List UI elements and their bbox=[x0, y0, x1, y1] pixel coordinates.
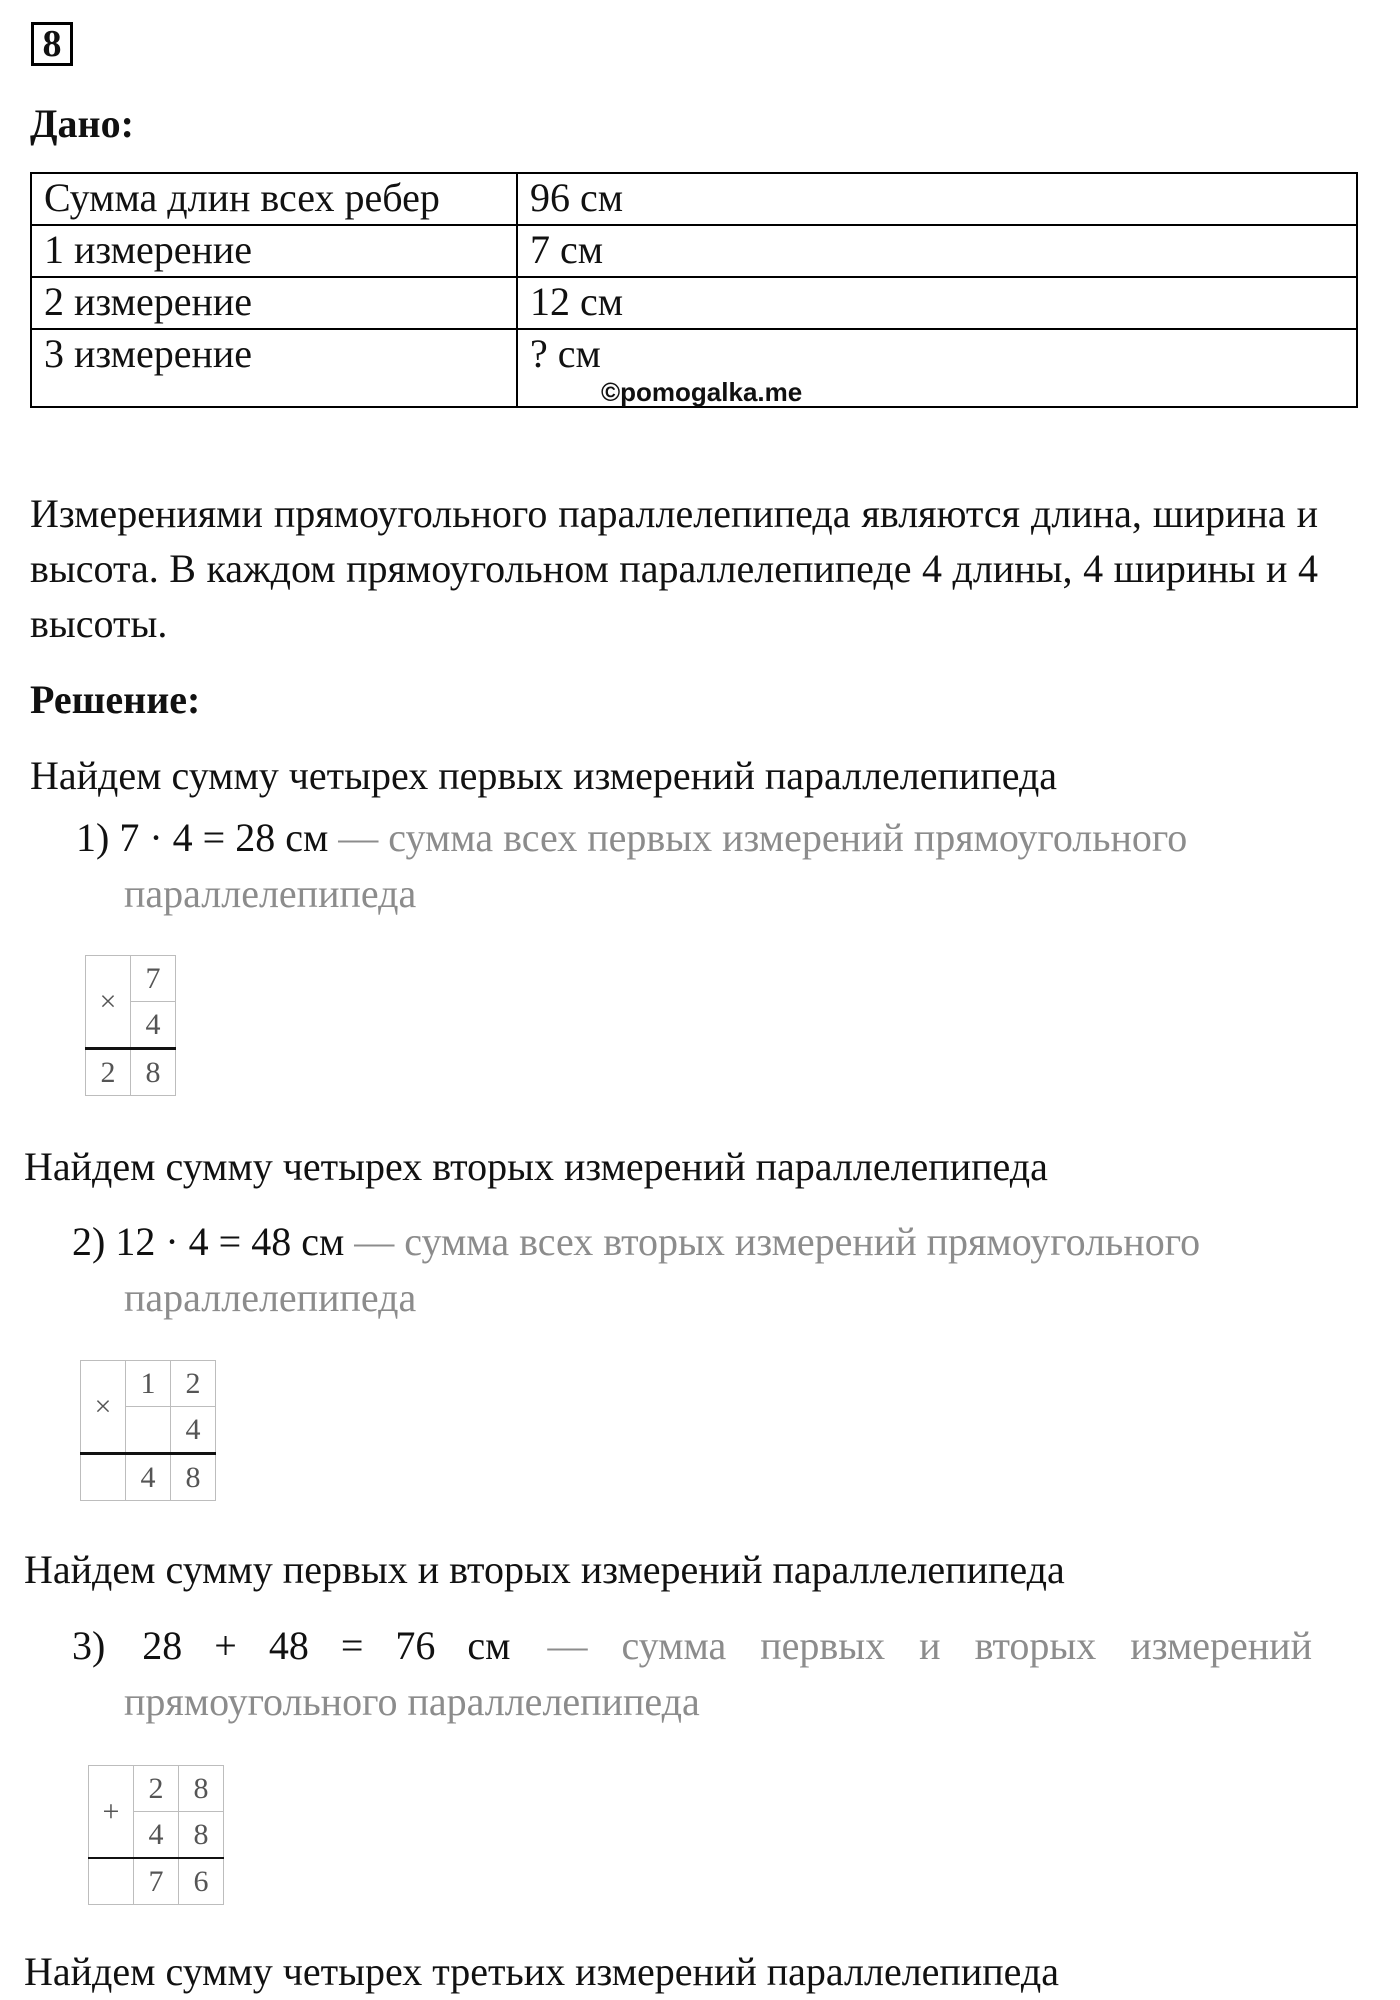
calc-result-digit: 8 bbox=[131, 1049, 176, 1096]
step-description-cont: параллелепипеда bbox=[124, 1275, 417, 1320]
given-value: 12 см bbox=[517, 277, 1357, 329]
calc-digit: 4 bbox=[171, 1407, 216, 1454]
calc-digit: 1 bbox=[126, 1361, 171, 1407]
operator-sign: × bbox=[86, 956, 131, 1049]
solution-heading: Решение: bbox=[30, 677, 201, 722]
calc-result-digit: 8 bbox=[171, 1454, 216, 1501]
given-label: Сумма длин всех ребер bbox=[31, 173, 517, 225]
column-calculation bbox=[88, 1765, 224, 1905]
calc-result-digit: 7 bbox=[134, 1858, 179, 1905]
calc-digit: 7 bbox=[131, 956, 176, 1002]
calc-result-digit: 2 bbox=[86, 1049, 131, 1096]
step-line bbox=[72, 1618, 1312, 1673]
given-value: ? см bbox=[517, 329, 1357, 407]
calc-digit: 2 bbox=[134, 1766, 179, 1812]
operator-sign: + bbox=[89, 1766, 134, 1859]
calc-result-digit: 4 bbox=[126, 1454, 171, 1501]
step-line bbox=[76, 810, 1187, 865]
operator-sign: × bbox=[81, 1361, 126, 1454]
column-calculation bbox=[80, 1360, 216, 1501]
given-value: 7 см bbox=[517, 225, 1357, 277]
given-label: 3 измерение bbox=[31, 329, 517, 407]
given-label: 2 измерение bbox=[31, 277, 517, 329]
calc-result-digit: 6 bbox=[179, 1858, 224, 1905]
step-intro: Найдем сумму четырех первых измерений параллелепипеда bbox=[30, 753, 1058, 798]
calc-digit: 4 bbox=[134, 1812, 179, 1859]
step-expression: 7 · 4 = 28 см bbox=[119, 815, 329, 860]
step-expression: 12 · 4 = 48 см bbox=[115, 1219, 345, 1264]
step-expression: 28 + 48 = 76 см bbox=[142, 1623, 511, 1668]
table-row bbox=[31, 277, 1357, 329]
calc-empty-cell bbox=[81, 1454, 126, 1501]
step-number: 1) bbox=[76, 815, 110, 860]
explanation-paragraph: Измерениями прямоугольного параллелепипеда являются длина, ширина и высота. В каждом прямоугольном параллелепипеде 4 длины, 4 ширины и 4 высоты. bbox=[30, 491, 1318, 646]
step-description: — сумма первых и вторых измерений bbox=[547, 1623, 1312, 1668]
calc-digit: 2 bbox=[171, 1361, 216, 1407]
step-number: 2) bbox=[72, 1219, 106, 1264]
given-label: 1 измерение bbox=[31, 225, 517, 277]
given-table bbox=[30, 172, 1358, 408]
step-intro: Найдем сумму четырех третьих измерений параллелепипеда bbox=[24, 1949, 1059, 1994]
table-row bbox=[31, 225, 1357, 277]
step-line bbox=[72, 1214, 1200, 1269]
watermark: ©pomogalka.me bbox=[601, 377, 803, 407]
calc-digit: 4 bbox=[131, 1002, 176, 1049]
calc-empty-cell bbox=[89, 1858, 134, 1905]
column-calculation bbox=[85, 955, 176, 1096]
step-number: 3) bbox=[72, 1623, 106, 1668]
calc-digit: 8 bbox=[179, 1766, 224, 1812]
step-intro: Найдем сумму первых и вторых измерений параллелепипеда bbox=[24, 1547, 1065, 1592]
step-description: — сумма всех вторых измерений прямоугольного bbox=[354, 1219, 1201, 1264]
calc-digit bbox=[126, 1407, 171, 1454]
step-description-cont: параллелепипеда bbox=[124, 871, 417, 916]
given-heading: Дано: bbox=[30, 101, 134, 146]
step-description-cont: прямоугольного параллелепипеда bbox=[124, 1679, 700, 1724]
step-intro: Найдем сумму четырех вторых измерений параллелепипеда bbox=[24, 1144, 1048, 1189]
table-row bbox=[31, 173, 1357, 225]
task-number: 8 bbox=[31, 22, 73, 66]
calc-digit: 8 bbox=[179, 1812, 224, 1859]
step-description: — сумма всех первых измерений прямоугольного bbox=[338, 815, 1188, 860]
given-value: 96 см bbox=[517, 173, 1357, 225]
